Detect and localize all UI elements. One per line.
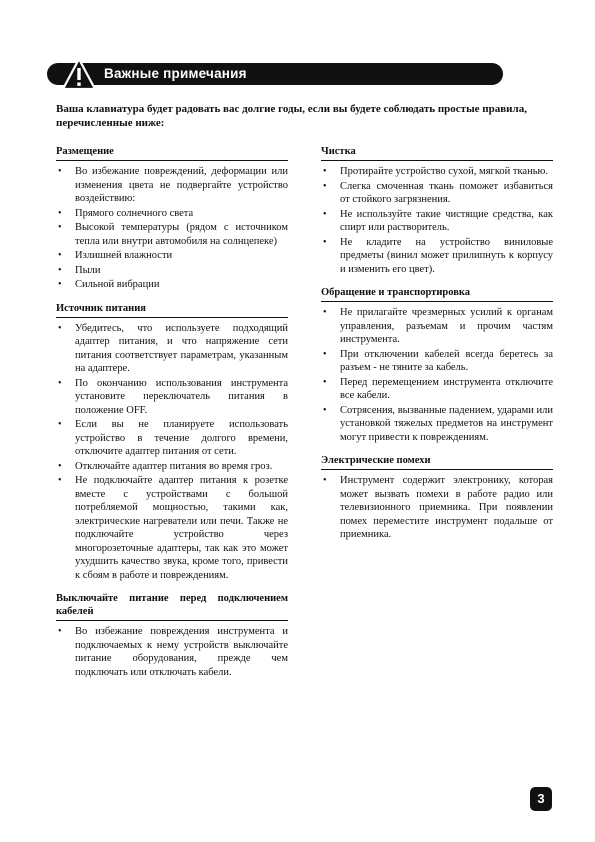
- list-item: • Перед перемещением инструмента отключите все кабели.: [321, 376, 553, 403]
- left-column: [56, 145, 288, 689]
- section-heading: Размещение: [56, 145, 288, 161]
- list-item: • Пыли: [56, 264, 288, 278]
- section-interference: [321, 454, 553, 542]
- intro-text: Ваша клавиатура будет радовать вас долгие годы, если вы будете соблюдать простые правила, перечисленные ниже:: [56, 103, 527, 129]
- section-handling: [321, 286, 553, 444]
- right-column: [321, 145, 553, 552]
- list-item: • Слегка смоченная ткань поможет избавиться от стойкого загрязнения.: [321, 180, 553, 207]
- section-placement: [56, 145, 288, 292]
- section-cleaning: [321, 145, 553, 276]
- list-item: • Сотрясения, вызванные падением, ударами или установкой тяжелых предметов на инструмент могут привести к повреждениям.: [321, 404, 553, 445]
- list-item: • Убедитесь, что используете подходящий адаптер питания, и что напряжение сети питания соответствует параметрам, указанным на адаптере.: [56, 322, 288, 376]
- list-item: • Во избежание повреждения инструмента и подключаемых к нему устройств выключайте питание оборудования, прежде чем подключать или отключать кабели.: [56, 625, 288, 679]
- list-item: • Не прилагайте чрезмерных усилий к органам управления, разъемам и прочим частям инструмента.: [321, 306, 553, 347]
- list-item: • Сильной вибрации: [56, 278, 288, 292]
- section-power-source: [56, 302, 288, 583]
- section-heading: Обращение и транспортировка: [321, 286, 553, 302]
- list-item: • Протирайте устройство сухой, мягкой тканью.: [321, 165, 553, 179]
- section-heading: Чистка: [321, 145, 553, 161]
- list-item: • Отключайте адаптер питания во время гроз.: [56, 460, 288, 474]
- list-item: • При отключении кабелей всегда беретесь за разъем - не тяните за кабель.: [321, 348, 553, 375]
- section-heading: Электрические помехи: [321, 454, 553, 470]
- list-item: • Не используйте такие чистящие средства, как спирт или растворитель.: [321, 208, 553, 235]
- section-heading: Источник питания: [56, 302, 288, 318]
- list-item: • Не подключайте адаптер питания к розетке вместе с устройствами с большой потребляемой мощностью, такими как, электрические нагреватели или печи. Также не подключайте устройство через многорозеточные адаптеры, так как это может ухудшить качество звука, кроме того, привести к сбоям в работе и повреждениям.: [56, 474, 288, 582]
- list-item: • Высокой температуры (рядом с источником тепла или внутри автомобиля на солнцепеке): [56, 221, 288, 248]
- list-item: • Прямого солнечного света: [56, 207, 288, 221]
- warning-triangle-icon: [62, 57, 96, 91]
- page-number: 3: [530, 787, 552, 811]
- header-title: Важные примечания: [104, 66, 247, 81]
- list-item: • По окончанию использования инструмента установите переключатель питания в положение OFF.: [56, 377, 288, 418]
- list-item: • Излишней влажности: [56, 249, 288, 263]
- section-power-off: [56, 592, 288, 679]
- list-item: • Если вы не планируете использовать устройство в течение долгого времени, отключите адаптер питания от сети.: [56, 418, 288, 459]
- list-item: • Не кладите на устройство виниловые предметы (винил может прилипнуть к корпусу и изменить его цвет).: [321, 236, 553, 277]
- list-item: • Во избежание повреждений, деформации или изменения цвета не подвергайте устройство воздействию:: [56, 165, 288, 206]
- list-item: • Инструмент содержит электронику, которая может вызвать помехи в работе радио или телевизионного приемника. При появлении помех переместите инструмент подальше от приемника.: [321, 474, 553, 542]
- section-heading: Выключайте питание перед подключением кабелей: [56, 592, 288, 621]
